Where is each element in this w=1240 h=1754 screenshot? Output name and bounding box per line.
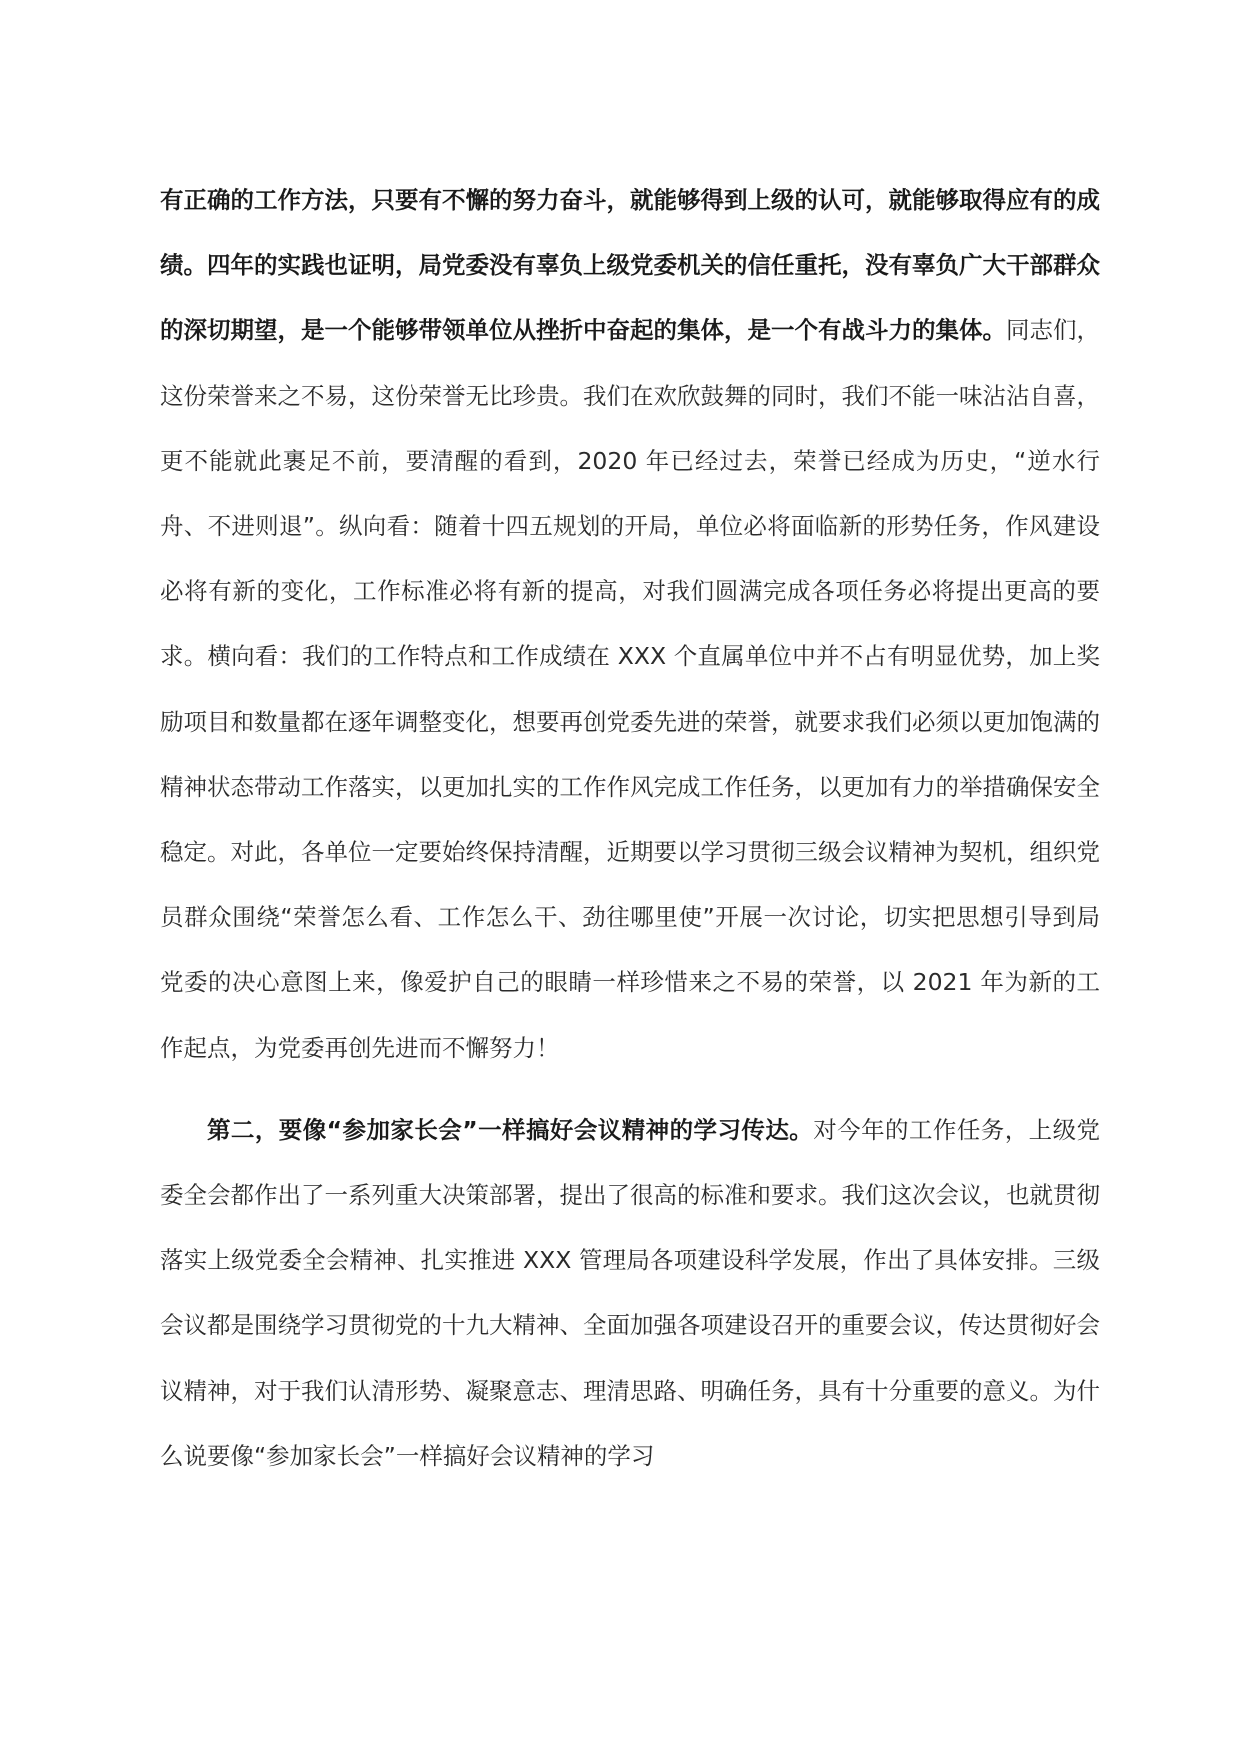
paragraph-1-text: 同志们，这份荣誉来之不易，这份荣誉无比珍贵。我们在欢欣鼓舞的同时，我们不能一味沾沾自喜，更不能就此裹足不前，要清醒的看到，2020 年已经过去，荣誉已经成为历史，“逆水行舟、不进则退”。纵向看：随着十四五规划的开局，单位必将面临新的形势任务，作风建设必将有新的变化，工作标准必将有新的提高，对我们圆满完成各项任务必将提出更高的要求。横向看：我们的工作特点和工作成绩在 XXX 个直属单位中并不占有明显优势，加上奖励项目和数量都在逐年调整变化，想要再创党委先进的荣誉，就要求我们必须以更加饱满的精神状态带动工作落实，以更加扎实的工作作风完成工作任务，以更加有力的举措确保安全稳定。对此，各单位一定要始终保持清醒，近期要以学习贯彻三级会议精神为契机，组织党员群众围绕“荣誉怎么看、工作怎么干、劲往哪里使”开展一次讨论，切实把思想引导到局党委的决心意图上来，像爱护自己的眼睛一样珍惜来之不易的荣誉，以 2021 年为新的工作起点，为党委再创先进而不懈努力！ bbox=[160, 316, 1100, 1062]
paragraph-2 bbox=[160, 1098, 1100, 1489]
document-page bbox=[160, 168, 1100, 1489]
paragraph-1-bold-text: 有正确的工作方法，只要有不懈的努力奋斗，就能够得到上级的认可，就能够取得应有的成绩。四年的实践也证明，局党委没有辜负上级党委机关的信任重托，没有辜负广大干部群众的深切期望，是一个能够带领单位从挫折中奋起的集体，是一个有战斗力的集体。 bbox=[160, 186, 1100, 345]
paragraph-2-text: 对今年的工作任务，上级党委全会都作出了一系列重大决策部署，提出了很高的标准和要求。我们这次会议，也就贯彻落实上级党委全会精神、扎实推进 XXX 管理局各项建设科学发展，作出了具体安排。三级会议都是围绕学习贯彻党的十九大精神、全面加强各项建设召开的重要会议，传达贯彻好会议精神，对于我们认清形势、凝聚意志、理清思路、明确任务，具有十分重要的意义。为什么说要像“参加家长会”一样搞好会议精神的学习 bbox=[160, 1115, 1101, 1470]
paragraph-1 bbox=[160, 168, 1100, 1081]
paragraph-2-bold-text: 第二，要像“参加家长会”一样搞好会议精神的学习传达。 bbox=[207, 1115, 814, 1144]
